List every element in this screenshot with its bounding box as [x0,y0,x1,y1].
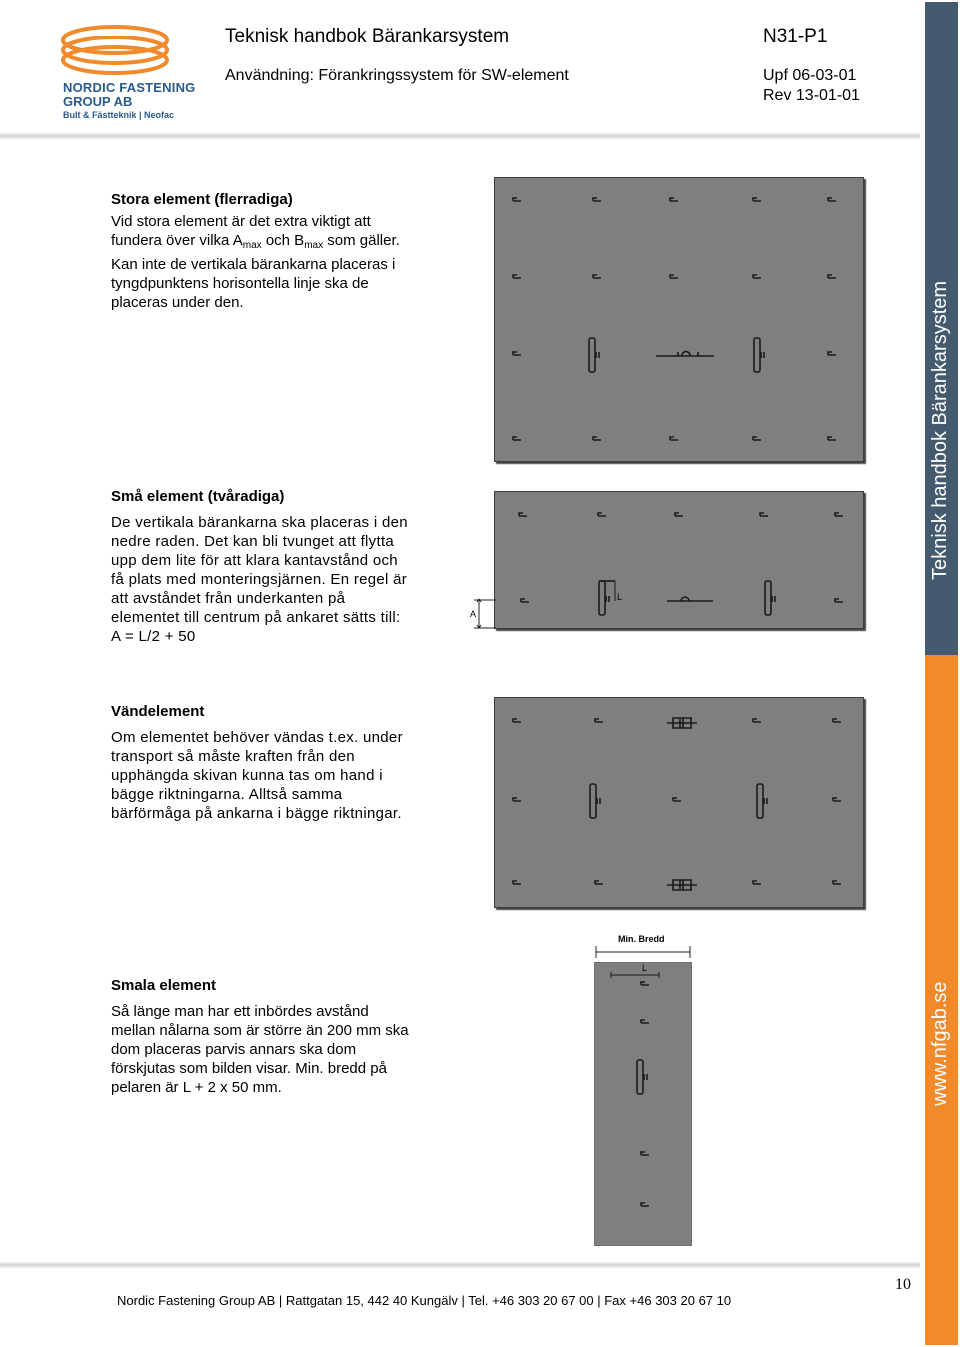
logo-subtitle: Bult & Fästteknik | Neofac [63,110,175,120]
header-rev: Rev 13-01-01 [763,87,860,104]
section-narrow-elements [111,977,411,1097]
footer-divider [0,1262,920,1268]
sidebar-url[interactable]: www.nfgab.se [929,981,951,1106]
logo-rings [60,18,180,80]
section-text: Så länge man har ett inbördes avstånd mellan nålarna som är större än 200 mm ska dom placeras parvis annars ska dom förskjutas som bilden visar. Min. bredd på pelaren är L + 2 x 50 mm. [111,1003,409,1096]
footer-address: Nordic Fastening Group AB | Rattgatan 15, 442 40 Kungälv | Tel. +46 303 20 67 00 | Fax +46 303 20 67 10 [117,1293,732,1308]
logo-line2: GROUP AB [63,94,133,109]
large-element-anchors [495,178,863,461]
anchor-row-4 [513,437,836,440]
dimension-a-label: A [470,609,477,619]
section-large-elements [111,191,411,312]
anchor-row-3 [513,338,836,372]
anchor-row-top [519,513,843,516]
narrow-l-label: L [642,963,648,973]
header-code: N31-P1 [763,26,828,47]
min-width-dimension [594,944,694,958]
header-title: Teknisk handbok Bärankarsystem [225,26,510,47]
large-element-diagram [494,177,864,462]
anchor-row-bottom [513,880,841,890]
section-text: Vid stora element är det extra viktigt att fundera över vilka $A_{max}$ och $B_{max}$ som gäller. Kan inte de vertikala bärankarna placeras i tyngdpunktens horisontella linje ska de placeras under den. [111,213,400,311]
header-upf: Upf 06-03-01 [763,67,857,84]
anchor-row-bottom [521,581,843,615]
sidebar-title: Teknisk handbok Bärankarsystem [929,280,951,580]
small-element-diagram [494,491,864,629]
small-element-anchors [495,492,863,628]
section-heading: Stora element (flerradiga) [111,191,293,208]
section-heading: Vändelement [111,703,205,720]
section-small-elements [111,488,411,646]
header-usage: Användning: Förankringssystem för SW-element [225,67,569,84]
section-text: De vertikala bärankarna ska placeras i den nedre raden. Det kan bli tvunget att flytta upp dem lite för att klara kantavstånd och få plats med monteringsjärnen. En regel är att avståndet från underkanten på elementet till centrum på ankaret sätts till: A = L/2 + 50 [111,514,408,645]
header-divider [0,133,920,139]
anchor-row-middle [513,784,841,818]
company-logo [60,18,180,80]
anchor-row-1 [513,198,836,201]
section-text: Om elementet behöver vändas t.ex. under transport så måste kraften från den upphängda skivan kunna tas om hand i bägge riktningarna. Alltså samma bärförmåga på ankarna i bägge riktningar. [111,729,403,822]
anchor-row-2 [513,275,836,278]
section-heading: Små element (tvåradiga) [111,488,285,505]
narrow-element-anchors [595,963,691,1245]
section-turn-elements [111,703,411,823]
turn-element-diagram [494,697,864,908]
section-heading: Smala element [111,977,217,994]
turn-element-anchors [495,698,863,907]
narrow-element-diagram [594,962,692,1246]
min-width-label: Min. Bredd [618,934,665,944]
logo-line1: NORDIC FASTENING [63,80,196,95]
page-number: 10 [895,1276,911,1293]
dimension-l-label: L [617,592,623,602]
anchor-row-top [513,718,841,728]
